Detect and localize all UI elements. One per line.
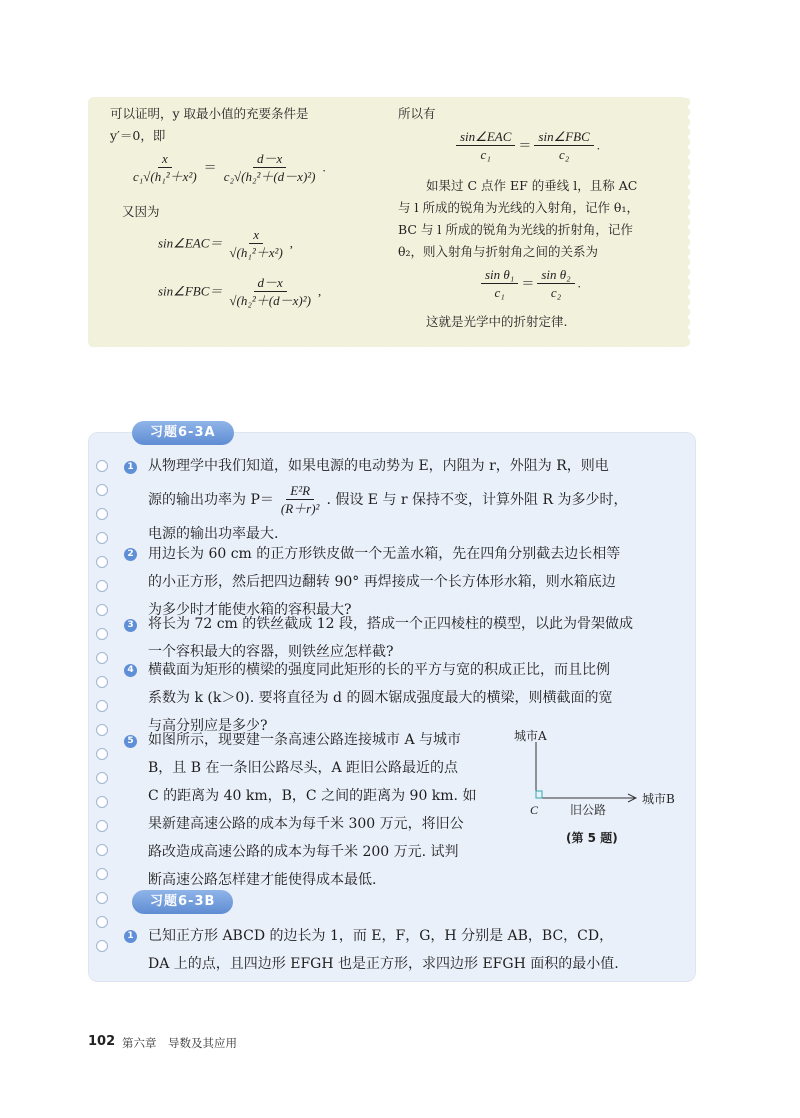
q2-number: 2: [124, 548, 137, 561]
ring: [96, 508, 108, 520]
sin1-num: x: [249, 227, 263, 244]
road-diagram: [500, 724, 690, 854]
proof-law: 这就是光学中的折射定律.: [426, 314, 568, 329]
ring: [96, 700, 108, 712]
b1-line-1: 已知正方形 ABCD 的边长为 1，而 E，F，G，H 分别是 AB，BC，CD，: [148, 928, 614, 944]
ring: [96, 532, 108, 544]
question-b1: [148, 922, 688, 978]
q1-power-num: E²R: [286, 483, 314, 500]
q4-number: 4: [124, 664, 137, 677]
q5-line-1: 如图所示，现要建一条高速公路连接城市 A 与城市: [148, 732, 462, 748]
proof-p3: BC 与 l 所成的锐角为光线的折射角，记作: [398, 222, 633, 237]
q1-l2-suffix: . 假设 E 与 r 保持不变，计算外阻 R 为多少时，: [326, 492, 628, 508]
eq1-lhs-num: x: [158, 151, 172, 168]
eq1-rhs-num: d－x: [253, 151, 286, 168]
ring: [96, 460, 108, 472]
ring: [96, 604, 108, 616]
proof-ratio-1: $\frac{\text{sin∠EAC}}{\text{c₁}}$ ＝ $\frac{\text{sin∠FBC}}{\text{c₂}}$ .: [453, 129, 600, 164]
q1-line-1: 从物理学中我们知道，如果电源的电动势为 E，内阻为 r，外阻为 R，则电: [148, 458, 609, 474]
ring: [96, 892, 108, 904]
r2-num-l: sin θ₁: [481, 267, 518, 284]
proof-ratio-2: $\frac{\text{sin θ₁}}{\text{c₁}}$ ＝ $\frac{\text{sin θ₂}}{\text{c₂}}$ .: [478, 267, 581, 302]
ring: [96, 556, 108, 568]
r1-left: [456, 129, 515, 164]
ring: [96, 868, 108, 880]
q4-line-2: 系数为 k (k＞0). 要将直径为 d 的圆木锯成强度最大的横梁，则横截面的宽: [148, 690, 613, 706]
ring: [96, 820, 108, 832]
q5-line-6: 断高速公路怎样建才能使得成本最低.: [148, 872, 377, 888]
proof-also: 又因为: [122, 204, 160, 219]
q5-line-5: 路改造成高速公路的成本为每千米 200 万元. 试判: [148, 844, 459, 860]
point-c-label: C: [530, 803, 539, 817]
ring: [96, 484, 108, 496]
question-a1: [148, 452, 688, 548]
proof-box: [88, 97, 688, 347]
chapter-title: 第六章 导数及其应用: [122, 1036, 237, 1050]
eq1-lhs: [129, 151, 201, 186]
ring: [96, 940, 108, 952]
proof-p1: 如果过 C 点作 EF 的垂线 l，且称 AC: [426, 178, 638, 193]
r2-den-r: c₂: [550, 285, 562, 300]
proof-p2: 与 l 所成的锐角为光线的入射角，记作 θ₁，: [398, 200, 639, 215]
r1-den-r: c₂: [558, 147, 570, 162]
q2-line-1: 用边长为 60 cm 的正方形铁皮做一个无盖水箱，先在四角分别截去边长相等: [148, 546, 621, 562]
ring: [96, 724, 108, 736]
ring: [96, 796, 108, 808]
q3-number: 3: [124, 619, 137, 632]
r1-den-l: c₁: [480, 147, 491, 162]
q5-line-3: C 的距离为 40 km，B，C 之间的距离为 90 km. 如: [148, 788, 477, 804]
proof-right-paragraph: [398, 175, 688, 263]
ring: [96, 652, 108, 664]
sin2-num: d－x: [254, 275, 287, 292]
ring: [96, 628, 108, 640]
city-a-label: 城市A: [514, 729, 547, 743]
r2-den-l: c₁: [494, 285, 505, 300]
page-number: 102: [88, 1034, 116, 1049]
q4-line-1: 横截面为矩形的横梁的强度同此矩形的长的平方与宽的积成正比，而且比例: [148, 662, 610, 678]
ring: [96, 676, 108, 688]
exercise-a-tab: 习题6-3A: [132, 421, 234, 445]
right-angle-mark: [536, 791, 542, 798]
sin1-frac: [225, 227, 286, 262]
sin2-lhs: sin∠FBC＝: [158, 283, 223, 299]
r2-left: [481, 267, 518, 302]
r2-right: [537, 267, 574, 302]
proof-line-1: 可以证明，y 取最小值的充要条件是: [110, 106, 309, 121]
r1-right: [534, 129, 593, 164]
q1-line-3: 电源的输出功率最大.: [148, 526, 279, 542]
exercise-b-tab: 习题6-3B: [132, 890, 233, 914]
q3-line-1: 将长为 72 cm 的铁丝截成 12 段，搭成一个正四棱柱的模型，以此为骨架做成: [148, 616, 633, 632]
proof-line-2: y′＝0，即: [110, 128, 166, 143]
q1-line-2: [148, 480, 688, 520]
eq1-rhs-den: c₂√(h₂²＋(d－x)²): [223, 169, 316, 184]
proof-left-col: [110, 103, 309, 147]
q1-power-fraction: [277, 483, 324, 518]
sin2-frac: [225, 275, 315, 310]
q1-power-den: (R＋r)²: [280, 500, 320, 516]
proof-sin1: sin∠EAC＝ $\frac{x}{\text{√(h₁²＋x²)}}$ ,: [158, 227, 294, 260]
old-road-label: 旧公路: [570, 803, 607, 817]
city-b-label: 城市B: [642, 792, 675, 806]
q2-line-3: 为多少时才能使水箱的容积最大?: [148, 602, 352, 618]
ring: [96, 844, 108, 856]
r1-num-l: sin∠EAC: [456, 129, 515, 146]
proof-sin2: sin∠FBC＝ $\frac{d-x}{\text{√(h₂²＋(d－x)²)}}$ ,: [158, 275, 322, 308]
eq1-lhs-den: c₁√(h₁²＋x²): [133, 169, 197, 184]
ring: [96, 580, 108, 592]
q4-line-3: 与高分别应是多少?: [148, 718, 268, 734]
q5-line-4: 果新建高速公路的成本为每千米 300 万元，将旧公: [148, 816, 464, 832]
proof-p4: θ₂，则入射角与折射角之间的关系为: [398, 244, 599, 259]
sin1-den: √(h₁²＋x²): [229, 245, 283, 260]
q5-line-2: B，且 B 在一条旧公路尽头，A 距旧公路最近的点: [148, 760, 459, 776]
r1-num-r: sin∠FBC: [534, 129, 593, 146]
proof-so: 所以有: [398, 106, 436, 121]
q3-line-2: 一个容积最大的容器，则铁丝应怎样截?: [148, 644, 394, 660]
b1-line-2: DA 上的点，且四边形 EFGH 也是正方形，求四边形 EFGH 面积的最小值.: [148, 956, 619, 972]
proof-eq-1: $\frac{x}{\text{c₁√(h₁²＋x²)}}$ ＝ $\frac{d-x}{\text{c₂√(h₂²＋(d－x)²)}}$ .: [126, 151, 326, 186]
b1-number: 1: [124, 930, 137, 943]
sin2-den: √(h₂²＋(d－x)²): [229, 293, 311, 308]
figure-caption: (第 5 题): [566, 831, 618, 845]
q1-number: 1: [124, 461, 137, 474]
q1-l2-prefix: 源的输出功率为 P＝: [148, 492, 274, 508]
q5-number: 5: [124, 735, 137, 748]
question-a5: [148, 726, 508, 894]
eq1-rhs: [220, 151, 320, 186]
ring: [96, 916, 108, 928]
ring: [96, 772, 108, 784]
sin1-lhs: sin∠EAC＝: [158, 235, 223, 251]
r2-num-r: sin θ₂: [537, 267, 574, 284]
ring: [96, 748, 108, 760]
q2-line-2: 的小正方形，然后把四边翻转 90° 再焊接成一个长方体形水箱，则水箱底边: [148, 574, 616, 590]
